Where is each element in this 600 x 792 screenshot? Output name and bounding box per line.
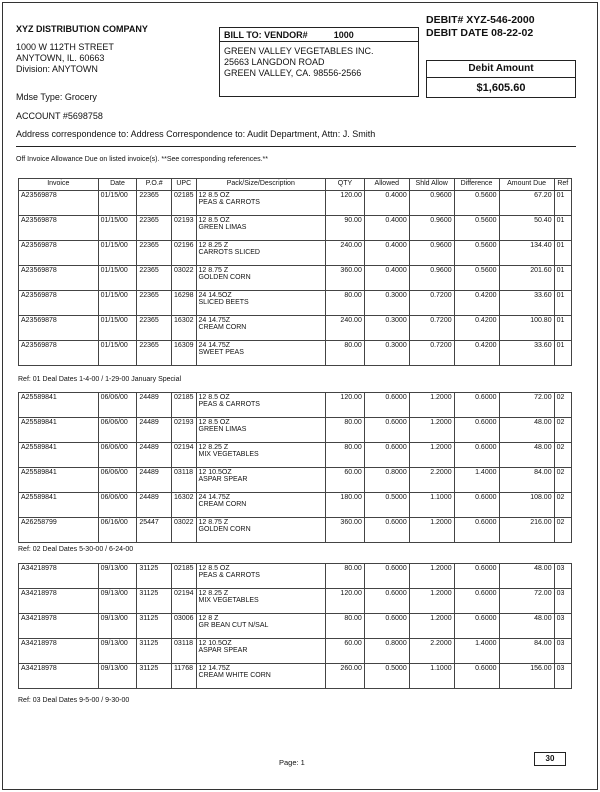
description-cell: [196, 393, 326, 418]
table-cell: 60.00: [326, 468, 365, 493]
table-cell: 31125: [137, 614, 172, 639]
table-cell: 84.00: [499, 639, 554, 664]
description-cell: [196, 468, 326, 493]
table-cell: 80.00: [326, 341, 365, 366]
table-cell: 09/13/00: [98, 614, 137, 639]
company-name: XYZ DISTRIBUTION COMPANY: [16, 24, 148, 34]
table-cell: 260.00: [326, 664, 365, 689]
table-cell: 0.6000: [454, 589, 499, 614]
table-cell: A25589841: [19, 418, 99, 443]
table-cell: 31125: [137, 589, 172, 614]
table-cell: 03022: [172, 518, 196, 543]
table-row: [19, 639, 572, 664]
table-row: [19, 266, 572, 291]
table-cell: 84.00: [499, 468, 554, 493]
description-cell: [196, 341, 326, 366]
debit-amount-label: Debit Amount: [427, 61, 575, 78]
table-cell: 09/13/00: [98, 589, 137, 614]
table-cell: 360.00: [326, 266, 365, 291]
table-cell: 0.3000: [364, 341, 409, 366]
table-cell: 01/15/00: [98, 316, 137, 341]
table-cell: 72.00: [499, 589, 554, 614]
table-cell: 24489: [137, 493, 172, 518]
table-cell: 06/16/00: [98, 518, 137, 543]
table-row: [19, 443, 572, 468]
invoice-table: [18, 563, 572, 689]
deal-reference: Ref: 03 Deal Dates 9-5-00 / 9-30-00: [18, 697, 130, 704]
table-cell: 01: [554, 241, 571, 266]
debit-number: DEBIT# XYZ-546-2000: [426, 14, 535, 26]
table-cell: 48.00: [499, 614, 554, 639]
table-row: [19, 493, 572, 518]
table-cell: 0.4200: [454, 341, 499, 366]
table-cell: 16302: [172, 316, 196, 341]
pack-size: 24 14.5OZ: [198, 292, 232, 299]
item-description: MIX VEGETABLES: [198, 597, 259, 604]
pack-size: 12 8.25 Z: [198, 242, 229, 249]
debit-amount-value: $1,605.60: [476, 82, 526, 94]
table-cell: 03: [554, 614, 571, 639]
debit-amount-box: [426, 60, 576, 98]
table-cell: 0.6000: [364, 518, 409, 543]
pack-size: 24 14.75Z: [198, 494, 231, 501]
debit-header: [426, 14, 535, 40]
table-cell: 0.9600: [409, 266, 454, 291]
table-cell: 1.2000: [409, 564, 454, 589]
table-cell: 01: [554, 216, 571, 241]
description-cell: [196, 241, 326, 266]
table-cell: 0.6000: [454, 518, 499, 543]
table-cell: 09/13/00: [98, 564, 137, 589]
vendor-number: 1000: [333, 30, 354, 40]
table-cell: 72.00: [499, 393, 554, 418]
pack-size: 24 14.75Z: [198, 342, 231, 349]
divider: [16, 146, 576, 147]
table-cell: A26258799: [19, 518, 99, 543]
table-cell: 0.5600: [454, 216, 499, 241]
table-cell: 1.2000: [409, 518, 454, 543]
table-row: [19, 589, 572, 614]
table-cell: 02: [554, 443, 571, 468]
table-cell: 48.00: [499, 564, 554, 589]
table-row: [19, 191, 572, 216]
table-row: [19, 393, 572, 418]
table-cell: 01/15/00: [98, 266, 137, 291]
table-cell: 80.00: [326, 443, 365, 468]
table-cell: 1.2000: [409, 418, 454, 443]
table-cell: 80.00: [326, 564, 365, 589]
table-cell: 0.7200: [409, 316, 454, 341]
page-number: Page: 1: [279, 758, 305, 767]
description-cell: [196, 639, 326, 664]
table-cell: 02185: [172, 191, 196, 216]
description-cell: [196, 418, 326, 443]
table-cell: 108.00: [499, 493, 554, 518]
table-cell: 01/15/00: [98, 341, 137, 366]
pack-size: 12 8 Z: [198, 615, 219, 622]
table-cell: 02: [554, 493, 571, 518]
description-cell: [196, 191, 326, 216]
table-row: [19, 418, 572, 443]
table-cell: 0.9600: [409, 241, 454, 266]
table-cell: 03022: [172, 266, 196, 291]
table-cell: A23569878: [19, 266, 99, 291]
table-cell: 0.5000: [364, 493, 409, 518]
table-cell: 22365: [137, 316, 172, 341]
table-row: [19, 341, 572, 366]
table-cell: 0.5600: [454, 241, 499, 266]
table-cell: 02: [554, 468, 571, 493]
column-header: Ref: [554, 179, 571, 191]
company-address-line-2: ANYTOWN, IL. 60663: [16, 53, 105, 63]
table-cell: A25589841: [19, 468, 99, 493]
table-cell: A23569878: [19, 241, 99, 266]
table-cell: 02196: [172, 241, 196, 266]
item-description: SWEET PEAS: [198, 349, 244, 356]
table-cell: 03: [554, 564, 571, 589]
table-cell: 240.00: [326, 241, 365, 266]
table-cell: 06/06/00: [98, 393, 137, 418]
description-cell: [196, 614, 326, 639]
item-description: PEAS & CARROTS: [198, 199, 260, 206]
table-cell: 06/06/00: [98, 418, 137, 443]
table-cell: 22365: [137, 291, 172, 316]
description-cell: [196, 518, 326, 543]
table-cell: 0.9600: [409, 216, 454, 241]
table-cell: 03118: [172, 639, 196, 664]
deal-reference: Ref: 01 Deal Dates 1-4-00 / 1-29-00 January Special: [18, 376, 182, 383]
table-cell: 16298: [172, 291, 196, 316]
bill-to-label: BILL TO: VENDOR#: [224, 30, 308, 40]
table-cell: 0.8000: [364, 468, 409, 493]
table-cell: 90.00: [326, 216, 365, 241]
vendor-name: GREEN VALLEY VEGETABLES INC.: [224, 46, 374, 56]
table-cell: 0.4000: [364, 266, 409, 291]
table-cell: 1.2000: [409, 589, 454, 614]
table-cell: A34218978: [19, 664, 99, 689]
table-cell: 240.00: [326, 316, 365, 341]
description-cell: [196, 443, 326, 468]
table-cell: A23569878: [19, 316, 99, 341]
table-cell: 0.6000: [454, 393, 499, 418]
table-cell: 31125: [137, 564, 172, 589]
table-cell: A34218978: [19, 614, 99, 639]
table-cell: 0.6000: [364, 564, 409, 589]
table-cell: 01: [554, 316, 571, 341]
table-row: [19, 291, 572, 316]
item-description: CREAM CORN: [198, 501, 247, 508]
table-cell: 2.2000: [409, 468, 454, 493]
table-cell: 02185: [172, 393, 196, 418]
table-cell: 03: [554, 589, 571, 614]
column-header: Amount Due: [499, 179, 554, 191]
table-cell: 156.00: [499, 664, 554, 689]
table-cell: 01: [554, 291, 571, 316]
item-description: MIX VEGETABLES: [198, 451, 259, 458]
table-cell: A34218978: [19, 589, 99, 614]
table-cell: 60.00: [326, 639, 365, 664]
table-cell: 0.3000: [364, 316, 409, 341]
table-cell: 0.4000: [364, 191, 409, 216]
pack-size: 12 8.5 OZ: [198, 419, 230, 426]
table-cell: A25589841: [19, 493, 99, 518]
column-header: Allowed: [364, 179, 409, 191]
table-row: [19, 468, 572, 493]
item-description: CREAM WHITE CORN: [198, 672, 271, 679]
table-cell: 22365: [137, 266, 172, 291]
pack-size: 12 8.25 Z: [198, 590, 229, 597]
table-cell: 120.00: [326, 393, 365, 418]
table-cell: 0.6000: [454, 493, 499, 518]
table-cell: 0.3000: [364, 291, 409, 316]
table-cell: 0.8000: [364, 639, 409, 664]
description-cell: [196, 216, 326, 241]
table-cell: 01/15/00: [98, 241, 137, 266]
table-cell: 31125: [137, 639, 172, 664]
table-header-row: [19, 179, 572, 191]
table-cell: 02: [554, 418, 571, 443]
account-number: ACCOUNT #5698758: [16, 111, 103, 121]
table-cell: 16309: [172, 341, 196, 366]
debit-date: DEBIT DATE 08-22-02: [426, 27, 534, 39]
company-address-line-1: 1000 W 112TH STREET: [16, 42, 114, 52]
table-cell: 1.4000: [454, 639, 499, 664]
table-cell: 2.2000: [409, 639, 454, 664]
table-cell: 80.00: [326, 614, 365, 639]
item-description: CREAM CORN: [198, 324, 247, 331]
merchandise-type: Mdse Type: Grocery: [16, 92, 97, 102]
table-cell: 0.6000: [454, 564, 499, 589]
table-cell: 01: [554, 191, 571, 216]
column-header: UPC: [172, 179, 196, 191]
pack-size: 12 10.5OZ: [198, 640, 232, 647]
vendor-address-line-2: GREEN VALLEY, CA. 98556-2566: [224, 68, 362, 78]
table-cell: A25589841: [19, 393, 99, 418]
column-header: Pack/Size/Description: [196, 179, 326, 191]
table-cell: 0.4200: [454, 316, 499, 341]
company-division: Division: ANYTOWN: [16, 64, 98, 74]
table-cell: 25447: [137, 518, 172, 543]
table-cell: 0.4200: [454, 291, 499, 316]
table-cell: 134.40: [499, 241, 554, 266]
table-row: [19, 518, 572, 543]
table-cell: 0.9600: [409, 191, 454, 216]
column-header: P.O.#: [137, 179, 172, 191]
table-cell: 01: [554, 341, 571, 366]
table-cell: 0.5600: [454, 191, 499, 216]
pack-size: 12 10.5OZ: [198, 469, 232, 476]
table-cell: A25589841: [19, 443, 99, 468]
table-cell: 48.00: [499, 443, 554, 468]
table-cell: 0.4000: [364, 241, 409, 266]
table-cell: 06/06/00: [98, 443, 137, 468]
table-cell: 120.00: [326, 191, 365, 216]
table-cell: 11768: [172, 664, 196, 689]
table-cell: 0.6000: [364, 393, 409, 418]
table-cell: 02193: [172, 418, 196, 443]
table-cell: 02194: [172, 443, 196, 468]
table-cell: 33.60: [499, 291, 554, 316]
table-cell: 180.00: [326, 493, 365, 518]
item-description: ASPAR SPEAR: [198, 476, 248, 483]
table-cell: 0.7200: [409, 341, 454, 366]
table-cell: 0.6000: [454, 418, 499, 443]
table-cell: 01: [554, 266, 571, 291]
item-description: ASPAR SPEAR: [198, 647, 248, 654]
column-header: Shld Allow: [409, 179, 454, 191]
table-cell: A23569878: [19, 216, 99, 241]
table-cell: 16302: [172, 493, 196, 518]
table-cell: 24489: [137, 393, 172, 418]
table-cell: 80.00: [326, 418, 365, 443]
table-cell: 201.60: [499, 266, 554, 291]
item-description: PEAS & CARROTS: [198, 401, 260, 408]
table-cell: 0.5000: [364, 664, 409, 689]
table-cell: 360.00: [326, 518, 365, 543]
description-cell: [196, 664, 326, 689]
table-cell: 1.1000: [409, 664, 454, 689]
table-cell: 06/06/00: [98, 493, 137, 518]
item-description: CARROTS SLICED: [198, 249, 260, 256]
table-cell: 0.5600: [454, 266, 499, 291]
table-cell: 01/15/00: [98, 191, 137, 216]
table-cell: 48.00: [499, 418, 554, 443]
description-cell: [196, 316, 326, 341]
pack-size: 12 8.75 Z: [198, 519, 229, 526]
table-cell: A34218978: [19, 639, 99, 664]
table-cell: 02: [554, 518, 571, 543]
pack-size: 12 8.25 Z: [198, 444, 229, 451]
vendor-address-line-1: 25663 LANGDON ROAD: [224, 57, 325, 67]
table-row: [19, 614, 572, 639]
table-cell: 24489: [137, 468, 172, 493]
column-header: Difference: [454, 179, 499, 191]
table-cell: A34218978: [19, 564, 99, 589]
table-cell: 09/13/00: [98, 639, 137, 664]
table-cell: A23569878: [19, 341, 99, 366]
table-cell: 50.40: [499, 216, 554, 241]
table-cell: 0.6000: [364, 589, 409, 614]
table-cell: 67.20: [499, 191, 554, 216]
pack-size: 12 14.75Z: [198, 665, 231, 672]
item-description: GOLDEN CORN: [198, 274, 251, 281]
item-description: GREEN LIMAS: [198, 224, 247, 231]
table-cell: 80.00: [326, 291, 365, 316]
table-cell: A23569878: [19, 291, 99, 316]
item-description: PEAS & CARROTS: [198, 572, 260, 579]
column-header: Date: [98, 179, 137, 191]
pack-size: 12 8.5 OZ: [198, 394, 230, 401]
pack-size: 12 8.5 OZ: [198, 192, 230, 199]
bill-to-header: [220, 28, 418, 42]
table-cell: 0.6000: [364, 443, 409, 468]
description-cell: [196, 493, 326, 518]
table-cell: 02194: [172, 589, 196, 614]
bill-to-box: [219, 27, 419, 97]
allowance-note: Off Invoice Allowance Due on listed invoice(s). **See corresponding references.**: [16, 156, 269, 163]
table-row: [19, 664, 572, 689]
table-cell: 0.6000: [454, 443, 499, 468]
table-cell: 03118: [172, 468, 196, 493]
table-cell: 0.6000: [364, 418, 409, 443]
page-box: 30: [534, 752, 566, 766]
table-cell: 02: [554, 393, 571, 418]
item-description: SLICED BEETS: [198, 299, 249, 306]
invoice-table: [18, 178, 572, 366]
item-description: GR BEAN CUT N/SAL: [198, 622, 269, 629]
table-row: [19, 316, 572, 341]
table-cell: 1.4000: [454, 468, 499, 493]
table-cell: 1.1000: [409, 493, 454, 518]
table-cell: 31125: [137, 664, 172, 689]
table-cell: 09/13/00: [98, 664, 137, 689]
correspondence-address: Address correspondence to: Address Correspondence to: Audit Department, Attn: J. Smith: [16, 129, 376, 139]
table-cell: 24489: [137, 418, 172, 443]
table-cell: 0.6000: [454, 614, 499, 639]
table-cell: 1.2000: [409, 393, 454, 418]
table-cell: 22365: [137, 341, 172, 366]
invoice-table: [18, 392, 572, 543]
table-cell: 01/15/00: [98, 216, 137, 241]
description-cell: [196, 291, 326, 316]
company-address: [16, 42, 114, 75]
table-cell: 0.7200: [409, 291, 454, 316]
description-cell: [196, 564, 326, 589]
table-cell: 03: [554, 664, 571, 689]
table-cell: 03006: [172, 614, 196, 639]
table-cell: 02185: [172, 564, 196, 589]
table-cell: 22365: [137, 241, 172, 266]
table-cell: A23569878: [19, 191, 99, 216]
pack-size: 12 8.5 OZ: [198, 217, 230, 224]
table-cell: 22365: [137, 191, 172, 216]
item-description: GOLDEN CORN: [198, 526, 251, 533]
deal-reference: Ref: 02 Deal Dates 5-30-00 / 6-24-00: [18, 546, 134, 553]
column-header: Invoice: [19, 179, 99, 191]
table-cell: 03: [554, 639, 571, 664]
table-cell: 06/06/00: [98, 468, 137, 493]
pack-size: 12 8.75 Z: [198, 267, 229, 274]
table-cell: 100.80: [499, 316, 554, 341]
table-cell: 0.4000: [364, 216, 409, 241]
table-cell: 0.6000: [364, 614, 409, 639]
pack-size: 12 8.5 OZ: [198, 565, 230, 572]
table-row: [19, 241, 572, 266]
column-header: QTY: [326, 179, 365, 191]
table-row: [19, 564, 572, 589]
table-cell: 0.6000: [454, 664, 499, 689]
table-row: [19, 216, 572, 241]
table-cell: 22365: [137, 216, 172, 241]
table-cell: 33.60: [499, 341, 554, 366]
description-cell: [196, 589, 326, 614]
table-cell: 02193: [172, 216, 196, 241]
pack-size: 24 14.75Z: [198, 317, 231, 324]
item-description: GREEN LIMAS: [198, 426, 247, 433]
table-cell: 24489: [137, 443, 172, 468]
table-cell: 1.2000: [409, 443, 454, 468]
table-cell: 216.00: [499, 518, 554, 543]
description-cell: [196, 266, 326, 291]
table-cell: 120.00: [326, 589, 365, 614]
table-cell: 1.2000: [409, 614, 454, 639]
table-cell: 01/15/00: [98, 291, 137, 316]
